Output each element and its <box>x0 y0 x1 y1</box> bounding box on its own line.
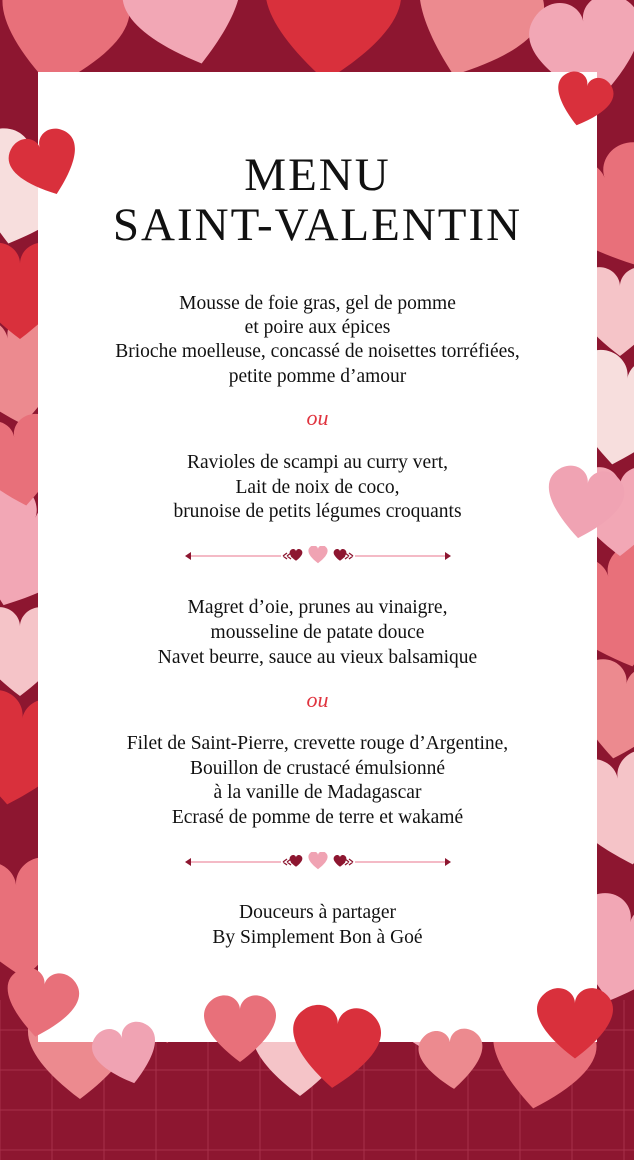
or-label: ou <box>306 405 329 430</box>
main-2-line: à la vanille de Madagascar <box>213 782 422 803</box>
starter-1-line: petite pomme d’amour <box>228 366 407 387</box>
main-1-line: Magret d’oie, prunes au vinaigre, <box>187 597 448 618</box>
main-2-line: Bouillon de crustacé émulsionné <box>189 758 446 779</box>
dessert-line: Douceurs à partager <box>239 902 396 923</box>
menu-title-line-1: MENU <box>244 149 391 201</box>
starter-2-line: Lait de noix de coco, <box>235 477 400 498</box>
starter-2-line: brunoise de petits légumes croquants <box>173 501 462 522</box>
main-1-line: mousseline de patate douce <box>210 622 425 643</box>
starter-1-line: Brioche moelleuse, concassé de noisettes torréfiées, <box>115 341 520 362</box>
main-1-line: Navet beurre, sauce au vieux balsamique <box>157 647 478 668</box>
main-2-line: Filet de Saint-Pierre, crevette rouge d’Argentine, <box>126 733 509 754</box>
menu-title-line-2: SAINT-VALENTIN <box>112 199 523 251</box>
or-label: ou <box>306 687 329 712</box>
heart-divider <box>183 546 453 566</box>
starter-1-line: et poire aux épices <box>244 317 391 338</box>
starter-2-line: Ravioles de scampi au curry vert, <box>187 452 448 473</box>
dessert-line: By Simplement Bon à Goé <box>212 927 423 948</box>
starter-1-line: Mousse de foie gras, gel de pomme <box>179 293 456 314</box>
main-2-line: Ecrasé de pomme de terre et wakamé <box>171 807 464 828</box>
menu-card <box>38 72 597 1042</box>
heart-icon <box>115 0 260 79</box>
heart-divider <box>183 852 453 872</box>
